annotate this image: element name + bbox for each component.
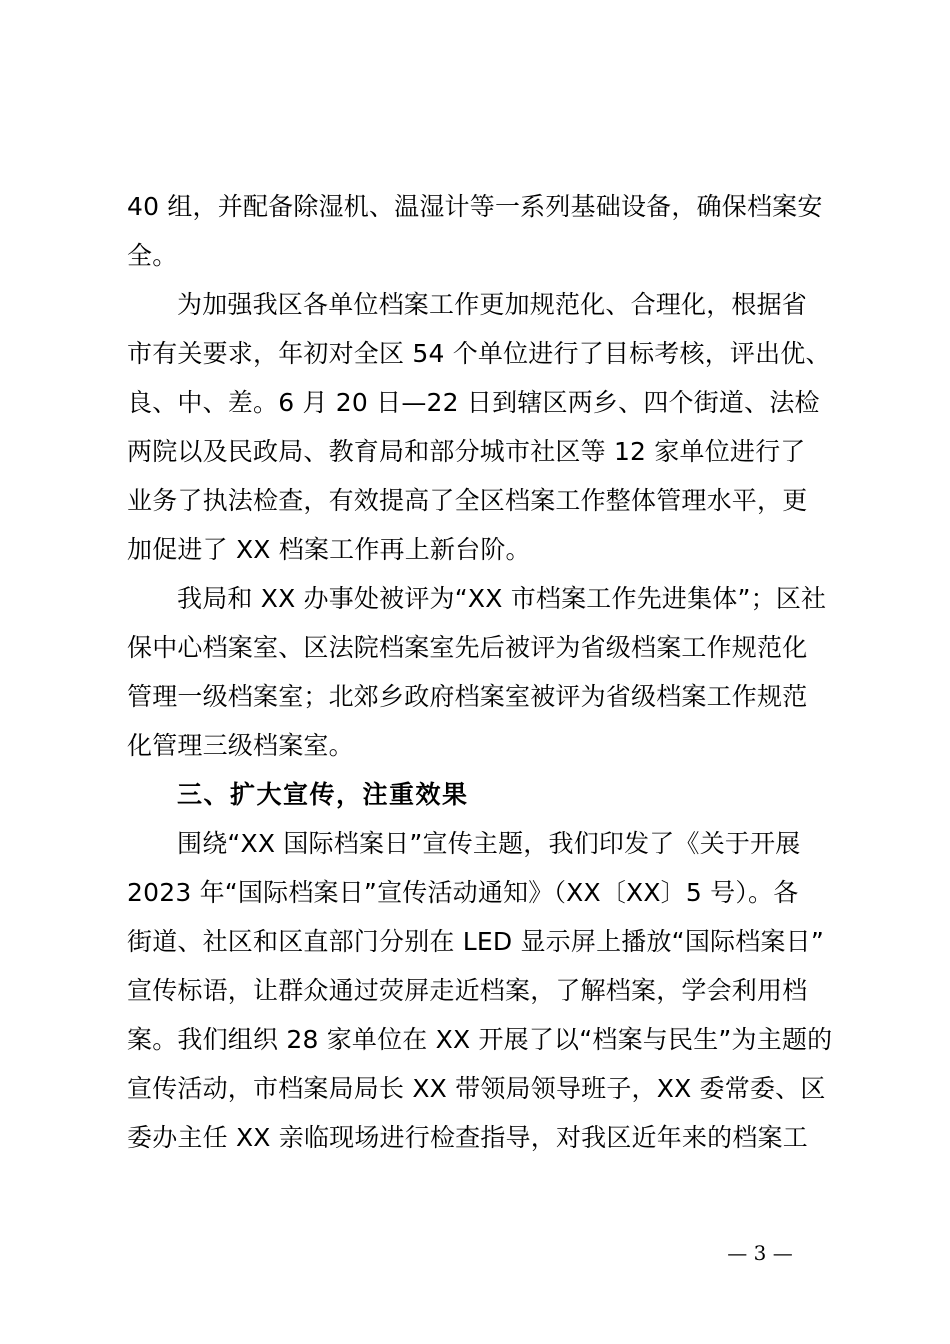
text-line: 加促进了 XX 档案工作再上新台阶。 bbox=[127, 535, 531, 564]
text-line: 委办主任 XX 亲临现场进行检查指导，对我区近年来的档案工 bbox=[127, 1123, 808, 1152]
text-line: 2023 年“国际档案日”宣传活动通知》（XX〔XX〕5 号）。各 bbox=[127, 878, 799, 907]
text-line: 宣传标语，让群众通过荧屏走近档案，了解档案，学会利用档 bbox=[127, 976, 808, 1005]
text-line: 良、中、差。6 月 20 日—22 日到辖区两乡、四个街道、法检 bbox=[127, 388, 820, 417]
text-line: 业务了执法检查，有效提高了全区档案工作整体管理水平，更 bbox=[127, 486, 808, 515]
text-line: 管理一级档案室；北郊乡政府档案室被评为省级档案工作规范 bbox=[127, 682, 808, 711]
text-line: 全。 bbox=[127, 241, 178, 270]
text-line: 两院以及民政局、教育局和部分城市社区等 12 家单位进行了 bbox=[127, 437, 806, 466]
text-line: 宣传活动，市档案局局长 XX 带领局领导班子，XX 委常委、区 bbox=[127, 1074, 826, 1103]
text-line: 街道、社区和区直部门分别在 LED 显示屏上播放“国际档案日” bbox=[127, 927, 824, 956]
text-line: 市有关要求，年初对全区 54 个单位进行了目标考核，评出优、 bbox=[127, 339, 831, 368]
text-line: 化管理三级档案室。 bbox=[127, 731, 354, 760]
text-line: 围绕“XX 国际档案日”宣传主题，我们印发了《关于开展 bbox=[177, 829, 801, 858]
text-line: 为加强我区各单位档案工作更加规范化、合理化，根据省 bbox=[177, 290, 808, 319]
text-line: 40 组，并配备除湿机、温湿计等一系列基础设备，确保档案安 bbox=[127, 192, 823, 221]
text-line: 案。我们组织 28 家单位在 XX 开展了以“档案与民生”为主题的 bbox=[127, 1025, 833, 1054]
text-line: 我局和 XX 办事处被评为“XX 市档案工作先进集体”；区社 bbox=[177, 584, 827, 613]
text-line: 保中心档案室、区法院档案室先后被评为省级档案工作规范化 bbox=[127, 633, 808, 662]
section-heading: 三、扩大宣传，注重效果 bbox=[177, 780, 469, 809]
page-number: — 3 — bbox=[727, 1241, 793, 1265]
